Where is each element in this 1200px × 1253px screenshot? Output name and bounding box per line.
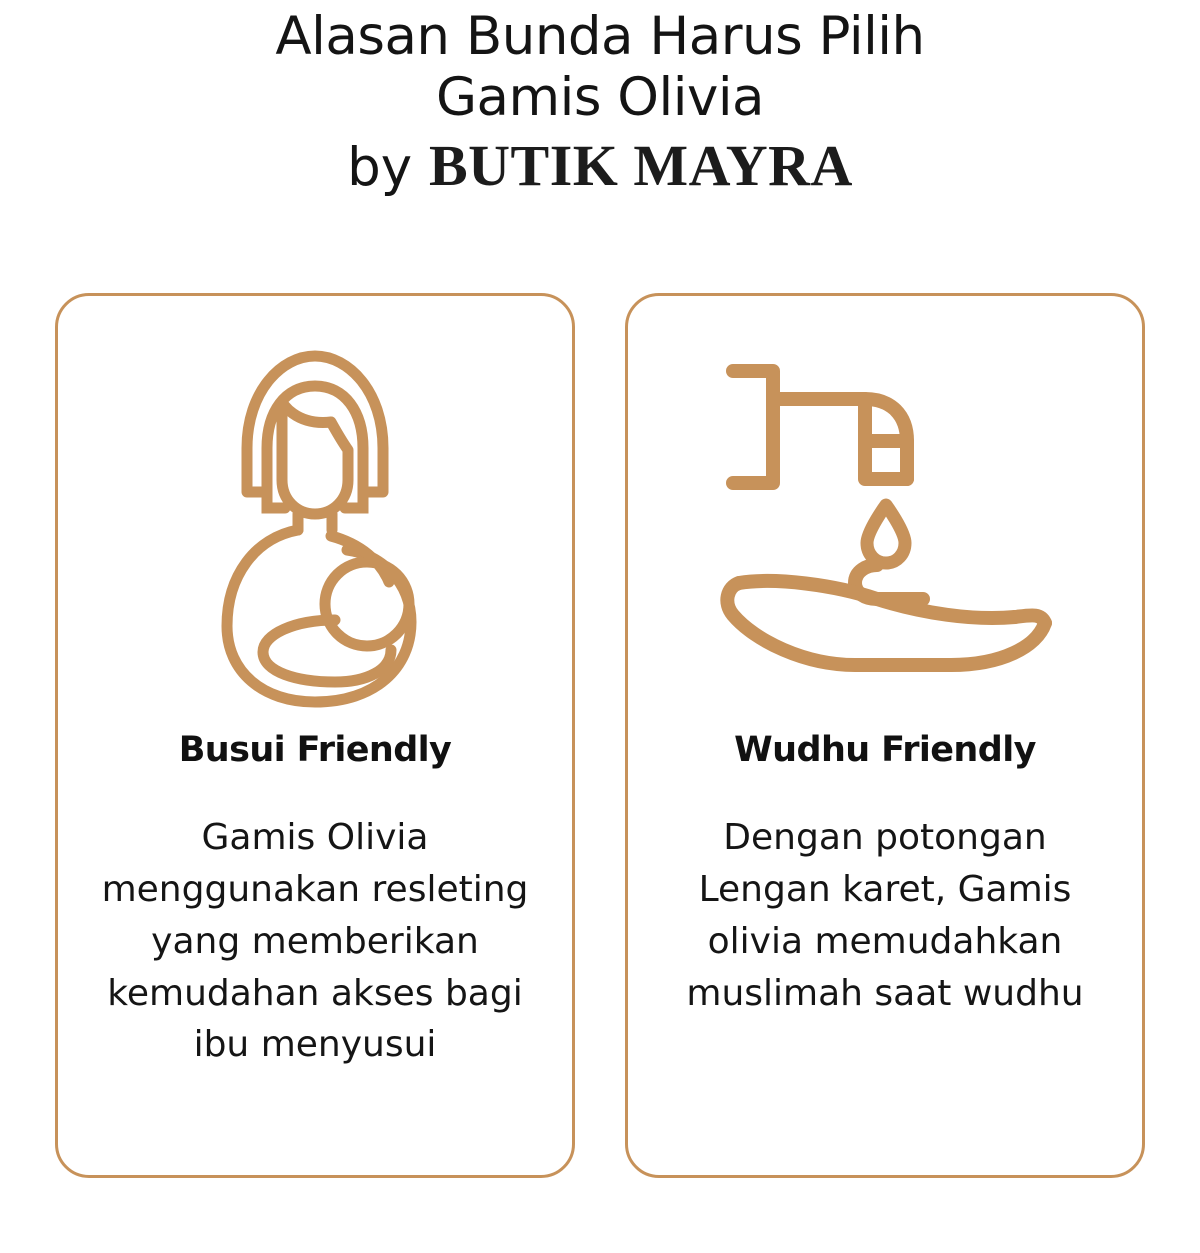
card-description: Gamis Olivia menggunakan resleting yang memberikan kemudahan akses bagi ibu menyusui [101,817,529,1066]
page-title [0,0,1200,203]
feature-card-busui [55,293,575,1178]
breastfeeding-mother-icon [185,320,445,720]
title-by-prefix: by [347,136,429,198]
card-title: Wudhu Friendly [734,730,1036,771]
card-description: Dengan potongan Lengan karet, Gamis olivia memudahkan muslimah saat wudhu [686,817,1084,1014]
title-line-2: Gamis Olivia [435,67,765,129]
title-line-3 [0,129,1200,203]
card-title: Busui Friendly [178,730,452,771]
faucet-hand-water-icon [715,320,1055,720]
feature-card-wudhu [625,293,1145,1178]
feature-card-list [55,293,1145,1178]
brand-name: BUTIK MAYRA [428,132,853,198]
title-line-1: Alasan Bunda Harus Pilih [275,6,925,67]
